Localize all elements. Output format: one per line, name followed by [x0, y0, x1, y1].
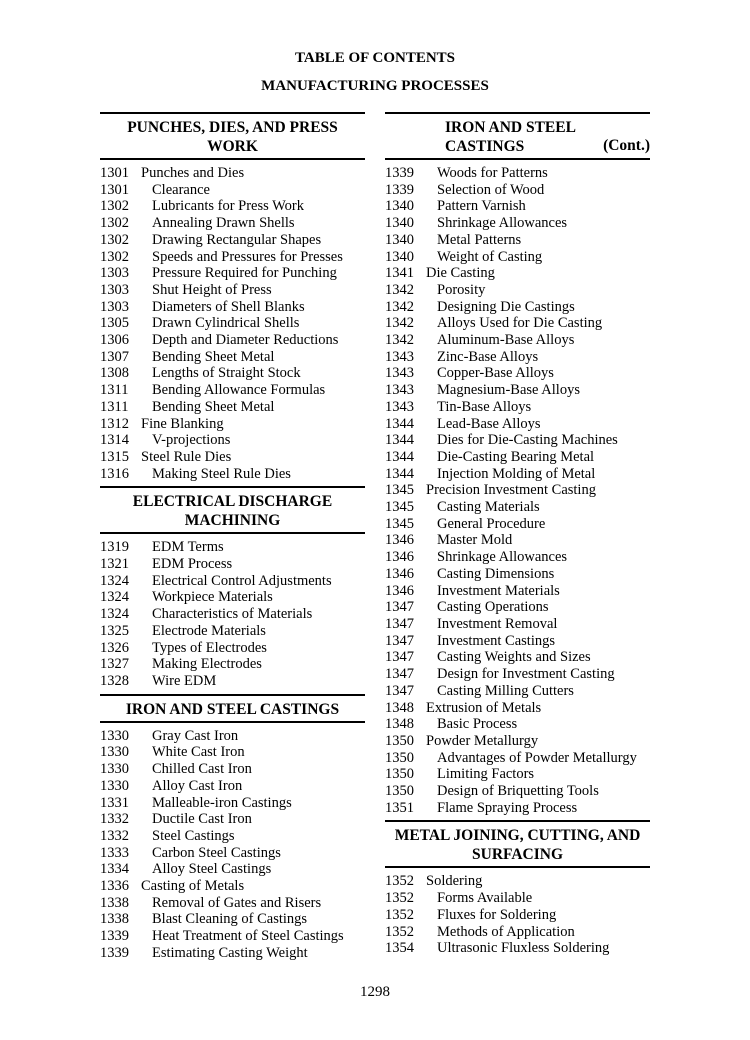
- toc-entry[interactable]: [100, 382, 365, 399]
- entry-title: Pattern Varnish: [437, 198, 526, 215]
- toc-entry[interactable]: [100, 165, 365, 182]
- entry-page-number: 1339: [100, 928, 129, 945]
- section-heading: [100, 112, 365, 160]
- entry-title: Workpiece Materials: [152, 589, 273, 606]
- toc-entry[interactable]: [100, 539, 365, 556]
- section-title: IRON AND STEEL CASTINGS: [125, 700, 340, 718]
- entry-page-number: 1347: [385, 615, 414, 632]
- toc-entry[interactable]: [100, 623, 365, 640]
- toc-entry[interactable]: [385, 198, 650, 215]
- entry-title: Shut Height of Press: [152, 281, 272, 298]
- page-title: TABLE OF CONTENTS: [294, 50, 456, 66]
- toc-column-right: [385, 112, 650, 961]
- entry-title: Flame Spraying Process: [437, 799, 578, 816]
- toc-entry[interactable]: [100, 640, 365, 657]
- toc-entry[interactable]: [100, 845, 365, 862]
- entry-page-number: 1342: [385, 332, 414, 349]
- toc-entry[interactable]: [100, 928, 365, 945]
- toc-entry[interactable]: [385, 783, 650, 800]
- entry-page-number: 1316: [100, 465, 129, 482]
- entry-page-number: 1352: [385, 890, 414, 907]
- entry-title: Depth and Diameter Reductions: [152, 332, 339, 349]
- entry-page-number: 1345: [385, 515, 414, 532]
- entry-title: Lengths of Straight Stock: [152, 365, 301, 382]
- toc-entry[interactable]: [385, 733, 650, 750]
- entry-title: Shrinkage Allowances: [437, 215, 568, 232]
- entry-title: Investment Removal: [437, 615, 558, 632]
- entry-page-number: 1307: [100, 348, 129, 365]
- toc-entry[interactable]: [100, 828, 365, 845]
- toc-entry[interactable]: [385, 349, 650, 366]
- toc-entry[interactable]: [385, 365, 650, 382]
- entry-page-number: 1340: [385, 248, 414, 265]
- entry-page-number: 1354: [385, 940, 414, 957]
- toc-entry[interactable]: [100, 656, 365, 673]
- entry-title: Bending Sheet Metal: [152, 348, 275, 365]
- entry-title: Types of Electrodes: [152, 639, 267, 656]
- toc-entry[interactable]: [100, 432, 365, 449]
- section-heading: [100, 486, 365, 534]
- entry-title: Lead-Base Alloys: [437, 415, 541, 432]
- toc-entry[interactable]: [385, 382, 650, 399]
- entry-page-number: 1344: [385, 465, 414, 482]
- toc-entry[interactable]: [100, 795, 365, 812]
- toc-entry[interactable]: [385, 583, 650, 600]
- entry-title: Pressure Required for Punching: [152, 265, 337, 282]
- toc-entry[interactable]: [385, 265, 650, 282]
- toc-entry[interactable]: [100, 556, 365, 573]
- entry-page-number: 1344: [385, 415, 414, 432]
- toc-entry[interactable]: [100, 232, 365, 249]
- entry-page-number: 1347: [385, 682, 414, 699]
- entry-title: Fine Blanking: [141, 415, 224, 432]
- toc-entry[interactable]: [100, 911, 365, 928]
- entry-title: Porosity: [437, 281, 486, 298]
- entry-title: Extrusion of Metals: [426, 699, 542, 716]
- toc-entry[interactable]: [100, 215, 365, 232]
- toc-entry[interactable]: [385, 700, 650, 717]
- entry-title: Casting Materials: [437, 499, 540, 516]
- entry-title: Steel Rule Dies: [141, 448, 232, 465]
- entry-page-number: 1350: [385, 783, 414, 800]
- entry-page-number: 1346: [385, 532, 414, 549]
- toc-entry[interactable]: [385, 649, 650, 666]
- entry-title: Shrinkage Allowances: [437, 549, 568, 566]
- entry-page-number: 1339: [385, 181, 414, 198]
- entry-title: Design of Briquetting Tools: [437, 783, 599, 800]
- toc-entry[interactable]: [385, 924, 650, 941]
- entry-page-number: 1343: [385, 365, 414, 382]
- toc-entry[interactable]: [385, 249, 650, 266]
- entry-page-number: 1330: [100, 761, 129, 778]
- toc-entry[interactable]: [100, 449, 365, 466]
- entry-page-number: 1303: [100, 281, 129, 298]
- entry-title: Wire EDM: [152, 672, 217, 689]
- entry-title: Casting of Metals: [141, 878, 245, 895]
- entry-page-number: 1340: [385, 215, 414, 232]
- entry-page-number: 1347: [385, 649, 414, 666]
- entry-page-number: 1319: [100, 539, 129, 556]
- toc-entry[interactable]: [100, 895, 365, 912]
- entry-title: Designing Die Castings: [437, 298, 575, 315]
- entry-title: Precision Investment Casting: [426, 482, 596, 499]
- entry-page-number: 1350: [385, 732, 414, 749]
- entry-title: V-projections: [152, 432, 231, 449]
- entry-title: Malleable-iron Castings: [152, 794, 292, 811]
- toc-entry[interactable]: [385, 549, 650, 566]
- toc-entry[interactable]: [385, 940, 650, 957]
- entry-title: Diameters of Shell Blanks: [152, 298, 305, 315]
- toc-entry[interactable]: [385, 165, 650, 182]
- entry-page-number: 1333: [100, 844, 129, 861]
- entry-page-number: 1348: [385, 699, 414, 716]
- entry-page-number: 1302: [100, 248, 129, 265]
- entry-page-number: 1332: [100, 811, 129, 828]
- entry-title: Methods of Application: [437, 923, 575, 940]
- entry-page-number: 1352: [385, 873, 414, 890]
- entry-title: Blast Cleaning of Castings: [152, 911, 308, 928]
- entry-page-number: 1340: [385, 198, 414, 215]
- toc-entry[interactable]: [100, 861, 365, 878]
- section-spacer: [385, 957, 650, 961]
- entry-title: Investment Castings: [437, 632, 556, 649]
- entry-page-number: 1334: [100, 861, 129, 878]
- toc-entry[interactable]: [385, 616, 650, 633]
- entry-page-number: 1338: [100, 911, 129, 928]
- entry-title: Bending Allowance Formulas: [152, 382, 326, 399]
- entry-title: Casting Weights and Sizes: [437, 649, 591, 666]
- entry-title: White Cast Iron: [152, 744, 245, 761]
- toc-entry[interactable]: [100, 182, 365, 199]
- toc-entry[interactable]: [385, 683, 650, 700]
- entry-page-number: 1330: [100, 777, 129, 794]
- entry-title: Powder Metallurgy: [426, 732, 539, 749]
- entry-page-number: 1314: [100, 432, 129, 449]
- toc-entry[interactable]: [100, 332, 365, 349]
- toc-entry[interactable]: [100, 573, 365, 590]
- entry-page-number: 1339: [100, 944, 129, 961]
- entry-page-number: 1328: [100, 672, 129, 689]
- entry-page-number: 1324: [100, 572, 129, 589]
- toc-entry[interactable]: [100, 811, 365, 828]
- toc-entry[interactable]: [385, 633, 650, 650]
- entry-title: Heat Treatment of Steel Castings: [152, 928, 344, 945]
- entry-title: Design for Investment Casting: [437, 666, 615, 683]
- entry-title: Drawing Rectangular Shapes: [152, 231, 322, 248]
- toc-entry[interactable]: [385, 332, 650, 349]
- entry-title: Copper-Base Alloys: [437, 365, 554, 382]
- toc-entry[interactable]: [385, 482, 650, 499]
- toc-entry[interactable]: [100, 299, 365, 316]
- entry-title: Dies for Die-Casting Machines: [437, 432, 618, 449]
- entry-page-number: 1341: [385, 265, 414, 282]
- entry-title: Bending Sheet Metal: [152, 398, 275, 415]
- toc-entry[interactable]: [385, 232, 650, 249]
- toc-entry[interactable]: [385, 499, 650, 516]
- toc-entry[interactable]: [100, 365, 365, 382]
- entry-page-number: 1347: [385, 666, 414, 683]
- entry-page-number: 1348: [385, 716, 414, 733]
- entry-page-number: 1306: [100, 332, 129, 349]
- entry-page-number: 1342: [385, 281, 414, 298]
- section-title: METAL JOINING, CUTTING, AND SURFACING: [394, 827, 641, 864]
- section-title: ELECTRICAL DISCHARGE MACHINING: [132, 493, 333, 530]
- toc-entry[interactable]: [385, 907, 650, 924]
- entry-page-number: 1345: [385, 482, 414, 499]
- entry-title: Making Electrodes: [152, 656, 262, 673]
- entry-title: Forms Available: [437, 890, 533, 907]
- entry-page-number: 1312: [100, 415, 129, 432]
- toc-entry[interactable]: [100, 878, 365, 895]
- entry-page-number: 1352: [385, 923, 414, 940]
- entry-title: EDM Process: [152, 556, 233, 573]
- entry-title: Ultrasonic Fluxless Soldering: [437, 940, 610, 957]
- toc-entry[interactable]: [385, 399, 650, 416]
- entry-title: Master Mold: [437, 532, 513, 549]
- toc-entry[interactable]: [385, 890, 650, 907]
- toc-entry[interactable]: [100, 761, 365, 778]
- toc-column-left: [100, 112, 365, 966]
- entry-title: Electrode Materials: [152, 622, 266, 639]
- entry-page-number: 1340: [385, 231, 414, 248]
- toc-entry[interactable]: [385, 566, 650, 583]
- entry-page-number: 1330: [100, 727, 129, 744]
- entry-page-number: 1301: [100, 165, 129, 181]
- entry-title: Speeds and Pressures for Presses: [152, 248, 343, 265]
- entry-page-number: 1343: [385, 382, 414, 399]
- toc-entry[interactable]: [385, 466, 650, 483]
- entry-title: Alloys Used for Die Casting: [437, 315, 603, 332]
- entry-title: Tin-Base Alloys: [437, 398, 532, 415]
- entry-page-number: 1343: [385, 398, 414, 415]
- entry-page-number: 1342: [385, 298, 414, 315]
- entry-title: Steel Castings: [152, 827, 235, 844]
- entry-page-number: 1332: [100, 827, 129, 844]
- entry-page-number: 1324: [100, 589, 129, 606]
- entry-title: Zinc-Base Alloys: [437, 348, 539, 365]
- entry-page-number: 1330: [100, 744, 129, 761]
- entry-page-number: 1326: [100, 639, 129, 656]
- toc-entry[interactable]: [385, 873, 650, 890]
- entry-title: Characteristics of Materials: [152, 606, 313, 623]
- toc-entry[interactable]: [385, 766, 650, 783]
- entry-title: Die Casting: [426, 265, 495, 282]
- entry-title: Die-Casting Bearing Metal: [437, 448, 595, 465]
- entry-title: Punches and Dies: [141, 165, 245, 181]
- entry-page-number: 1301: [100, 181, 129, 198]
- entry-page-number: 1346: [385, 565, 414, 582]
- entry-title: Annealing Drawn Shells: [152, 215, 295, 232]
- section-heading: [100, 694, 365, 723]
- entry-page-number: 1302: [100, 198, 129, 215]
- entry-title: Woods for Patterns: [437, 165, 548, 181]
- entry-title: Estimating Casting Weight: [152, 944, 308, 961]
- entry-page-number: 1350: [385, 749, 414, 766]
- entry-page-number: 1303: [100, 298, 129, 315]
- entry-title: Weight of Casting: [437, 248, 543, 265]
- entry-page-number: 1352: [385, 906, 414, 923]
- toc-entry[interactable]: [385, 516, 650, 533]
- entry-title: Selection of Wood: [437, 181, 545, 198]
- toc-entry[interactable]: [385, 282, 650, 299]
- entry-title: Clearance: [152, 181, 210, 198]
- toc-entry[interactable]: [100, 399, 365, 416]
- toc-entry[interactable]: [100, 282, 365, 299]
- entry-page-number: 1302: [100, 231, 129, 248]
- entry-title: Chilled Cast Iron: [152, 761, 252, 778]
- section-heading: [385, 820, 650, 868]
- entry-title: Electrical Control Adjustments: [152, 572, 332, 589]
- entry-title: Lubricants for Press Work: [152, 198, 304, 215]
- toc-entry[interactable]: [385, 449, 650, 466]
- section-spacer: [100, 962, 365, 966]
- toc-entry[interactable]: [100, 249, 365, 266]
- entry-title: Drawn Cylindrical Shells: [152, 315, 300, 332]
- entry-title: Fluxes for Soldering: [437, 906, 557, 923]
- toc-entry[interactable]: [385, 532, 650, 549]
- toc-entry[interactable]: [385, 716, 650, 733]
- entry-title: Removal of Gates and Risers: [152, 894, 322, 911]
- section-title: IRON AND STEEL CASTINGS: [445, 119, 576, 155]
- entry-page-number: 1346: [385, 582, 414, 599]
- toc-entry[interactable]: [100, 466, 365, 483]
- toc-entry[interactable]: [100, 606, 365, 623]
- entry-page-number: 1342: [385, 315, 414, 332]
- entry-page-number: 1351: [385, 799, 414, 816]
- entry-page-number: 1347: [385, 599, 414, 616]
- entry-title: Casting Operations: [437, 599, 549, 616]
- entry-title: Alloy Cast Iron: [152, 777, 243, 794]
- toc-entry[interactable]: [385, 215, 650, 232]
- entry-title: Gray Cast Iron: [152, 727, 239, 744]
- entry-page-number: 1345: [385, 499, 414, 516]
- entry-title: Basic Process: [437, 716, 518, 733]
- section-title: PUNCHES, DIES, AND PRESS WORK: [127, 119, 338, 155]
- continued-label: (Cont.): [603, 137, 650, 154]
- entry-page-number: 1344: [385, 432, 414, 449]
- entry-page-number: 1315: [100, 448, 129, 465]
- entry-title: Ductile Cast Iron: [152, 811, 252, 828]
- entry-title: Investment Materials: [437, 582, 560, 599]
- toc-entry[interactable]: [100, 945, 365, 962]
- toc-entry[interactable]: [100, 728, 365, 745]
- entry-page-number: 1344: [385, 448, 414, 465]
- entry-page-number: 1347: [385, 632, 414, 649]
- toc-entry[interactable]: [385, 432, 650, 449]
- toc-entry[interactable]: [385, 315, 650, 332]
- entry-page-number: 1324: [100, 606, 129, 623]
- toc-entry[interactable]: [385, 182, 650, 199]
- entry-page-number: 1339: [385, 165, 414, 181]
- entry-page-number: 1343: [385, 348, 414, 365]
- entry-title: Carbon Steel Castings: [152, 844, 281, 861]
- entry-title: Casting Milling Cutters: [437, 682, 574, 699]
- entry-page-number: 1311: [100, 382, 129, 399]
- entry-title: Injection Molding of Metal: [437, 465, 596, 482]
- entry-page-number: 1336: [100, 878, 129, 895]
- entry-title: General Procedure: [437, 515, 546, 532]
- entry-page-number: 1303: [100, 265, 129, 282]
- toc-entry[interactable]: [385, 416, 650, 433]
- entry-title: Magnesium-Base Alloys: [437, 382, 580, 399]
- toc-entry[interactable]: [100, 416, 365, 433]
- entry-title: Advantages of Powder Metallurgy: [437, 749, 637, 766]
- entry-title: Making Steel Rule Dies: [152, 465, 291, 482]
- entry-page-number: 1346: [385, 549, 414, 566]
- entry-title: EDM Terms: [152, 539, 224, 556]
- entry-page-number: 1308: [100, 365, 129, 382]
- entry-title: Aluminum-Base Alloys: [437, 332, 575, 349]
- toc-entry[interactable]: [100, 198, 365, 215]
- page-number: 1298: [360, 984, 390, 1000]
- entry-page-number: 1302: [100, 215, 129, 232]
- entry-page-number: 1321: [100, 556, 129, 573]
- entry-page-number: 1338: [100, 894, 129, 911]
- toc-entry[interactable]: [100, 778, 365, 795]
- entry-title: Alloy Steel Castings: [152, 861, 272, 878]
- entry-page-number: 1327: [100, 656, 129, 673]
- toc-entry[interactable]: [385, 599, 650, 616]
- entry-title: Metal Patterns: [437, 231, 522, 248]
- toc-entry[interactable]: [100, 349, 365, 366]
- page-subtitle: MANUFACTURING PROCESSES: [261, 78, 489, 94]
- toc-entry[interactable]: [100, 265, 365, 282]
- entry-title: Casting Dimensions: [437, 565, 555, 582]
- entry-page-number: 1350: [385, 766, 414, 783]
- entry-title: Soldering: [426, 873, 483, 890]
- toc-entry[interactable]: [385, 666, 650, 683]
- section-heading: [385, 112, 650, 160]
- toc-entry[interactable]: [385, 750, 650, 767]
- toc-entry[interactable]: [100, 744, 365, 761]
- entry-page-number: 1305: [100, 315, 129, 332]
- toc-entry[interactable]: [100, 589, 365, 606]
- entry-page-number: 1311: [100, 398, 129, 415]
- toc-entry[interactable]: [385, 800, 650, 817]
- entry-page-number: 1325: [100, 622, 129, 639]
- toc-entry[interactable]: [385, 299, 650, 316]
- entry-page-number: 1331: [100, 794, 129, 811]
- toc-entry[interactable]: [100, 673, 365, 690]
- entry-title: Limiting Factors: [437, 766, 535, 783]
- toc-entry[interactable]: [100, 315, 365, 332]
